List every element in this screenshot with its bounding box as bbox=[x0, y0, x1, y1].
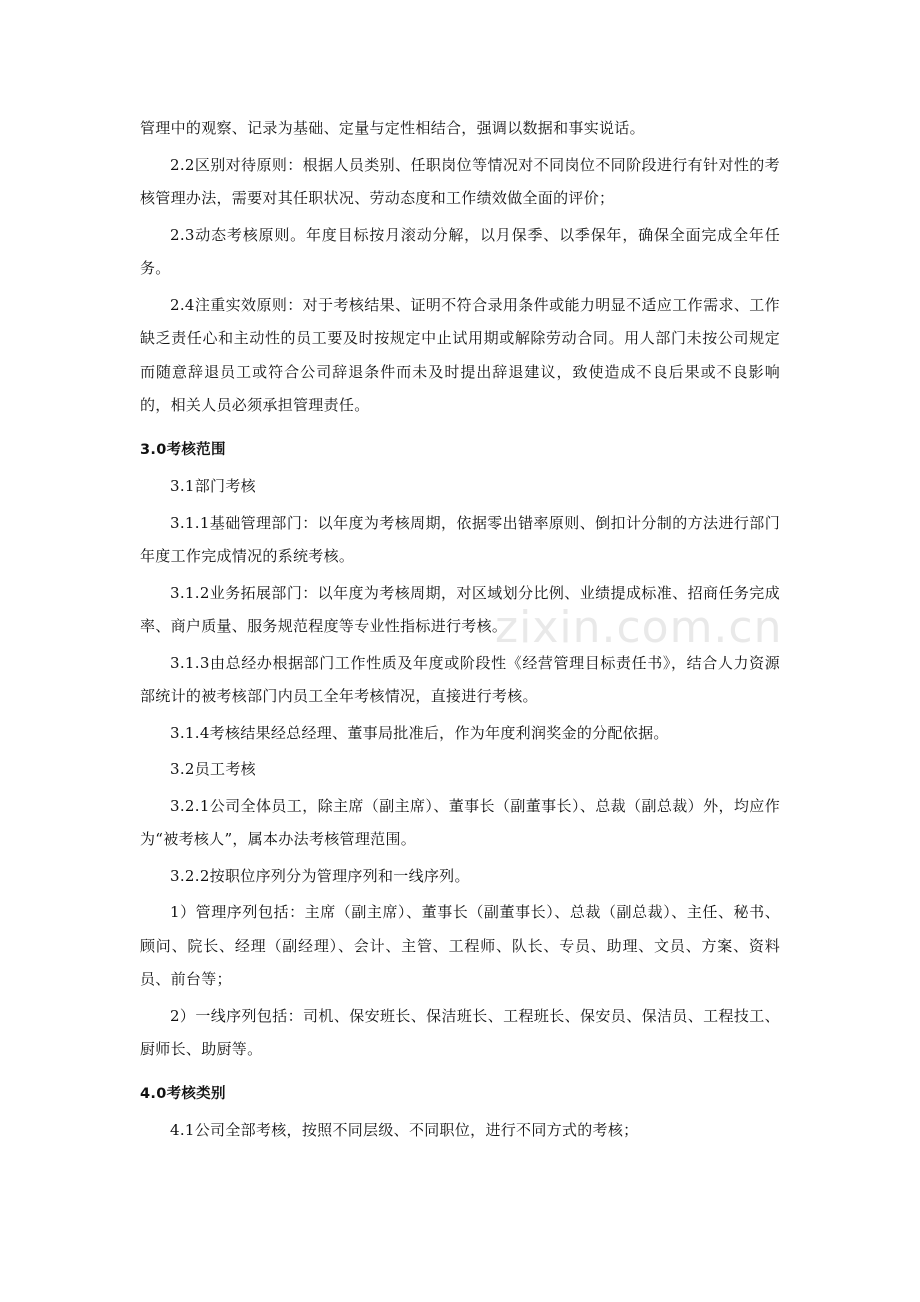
paragraph-2-2-differential-treatment: 2.2区别对待原则：根据人员类别、任职岗位等情况对不同岗位不同阶段进行有针对性的考核管理办法，需要对其任职状况、劳动态度和工作绩效做全面的评价； bbox=[140, 155, 780, 207]
paragraph-3-1-2-business-development: 3.1.2业务拓展部门：以年度为考核周期，对区域划分比例、业绩提成标准、招商任务完成率、商户质量、服务规范程度等专业性指标进行考核。 bbox=[140, 583, 780, 635]
paragraph-2-4-effectiveness: 2.4注重实效原则：对于考核结果、证明不符合录用条件或能力明显不适应工作需求、工作缺乏责任心和主动性的员工要及时按规定中止试用期或解除劳动合同。用人部门未按公司规定而随意辞退员工或符合公司辞退条件而未及时提出辞退建议，致使造成不良后果或不良影响的，相关人员必须承担管理责任。 bbox=[140, 295, 780, 414]
watermark: zixin.com.cn bbox=[495, 602, 783, 653]
paragraph-3-1-department-assessment: 3.1部门考核 bbox=[170, 477, 256, 495]
paragraph-2-3-dynamic-assessment: 2.3动态考核原则。年度目标按月滚动分解，以月保季、以季保年，确保全面完成全年任务。 bbox=[140, 225, 780, 277]
paragraph-3-2-2-position-sequences: 3.2.2按职位序列分为管理序列和一线序列。 bbox=[170, 866, 470, 885]
paragraph-3-1-4-approval: 3.1.4考核结果经总经理、董事局批准后，作为年度利润奖金的分配依据。 bbox=[170, 723, 669, 742]
paragraph-3-1-1-basic-management: 3.1.1基础管理部门：以年度为考核周期，依据零出错率原则、倒扣计分制的方法进行部门年度工作完成情况的系统考核。 bbox=[140, 513, 780, 565]
paragraph-3-2-1-all-staff: 3.2.1公司全体员工，除主席（副主席）、董事长（副董事长）、总裁（副总裁）外，均应作为“被考核人”，属本办法考核管理范围。 bbox=[140, 796, 780, 848]
paragraph-3-1-3-general-office: 3.1.3由总经办根据部门工作性质及年度或阶段性《经营管理目标责任书》，结合人力资源部统计的被考核部门内员工全年考核情况，直接进行考核。 bbox=[140, 653, 780, 705]
section-heading-4-0-categories: 4.0考核类别 bbox=[140, 1085, 226, 1102]
section-heading-3-0-scope: 3.0考核范围 bbox=[140, 441, 226, 458]
paragraph-frontline-sequence: 2）一线序列包括：司机、保安班长、保洁班长、工程班长、保安员、保洁员、工程技工、厨师长、助厨等。 bbox=[140, 1006, 780, 1058]
paragraph-principle-intro-tail: 管理中的观察、记录为基础、定量与定性相结合，强调以数据和事实说话。 bbox=[140, 119, 645, 137]
document-page bbox=[140, 112, 780, 1151]
paragraph-4-1-company-wide: 4.1公司全部考核，按照不同层级、不同职位，进行不同方式的考核； bbox=[170, 1121, 639, 1139]
paragraph-management-sequence: 1）管理序列包括：主席（副主席）、董事长（副董事长）、总裁（副总裁）、主任、秘书、顾问、院长、经理（副经理）、会计、主管、工程师、队长、专员、助理、文员、方案、资料员、前台等； bbox=[140, 903, 780, 988]
paragraph-3-2-employee-assessment: 3.2员工考核 bbox=[170, 760, 256, 778]
